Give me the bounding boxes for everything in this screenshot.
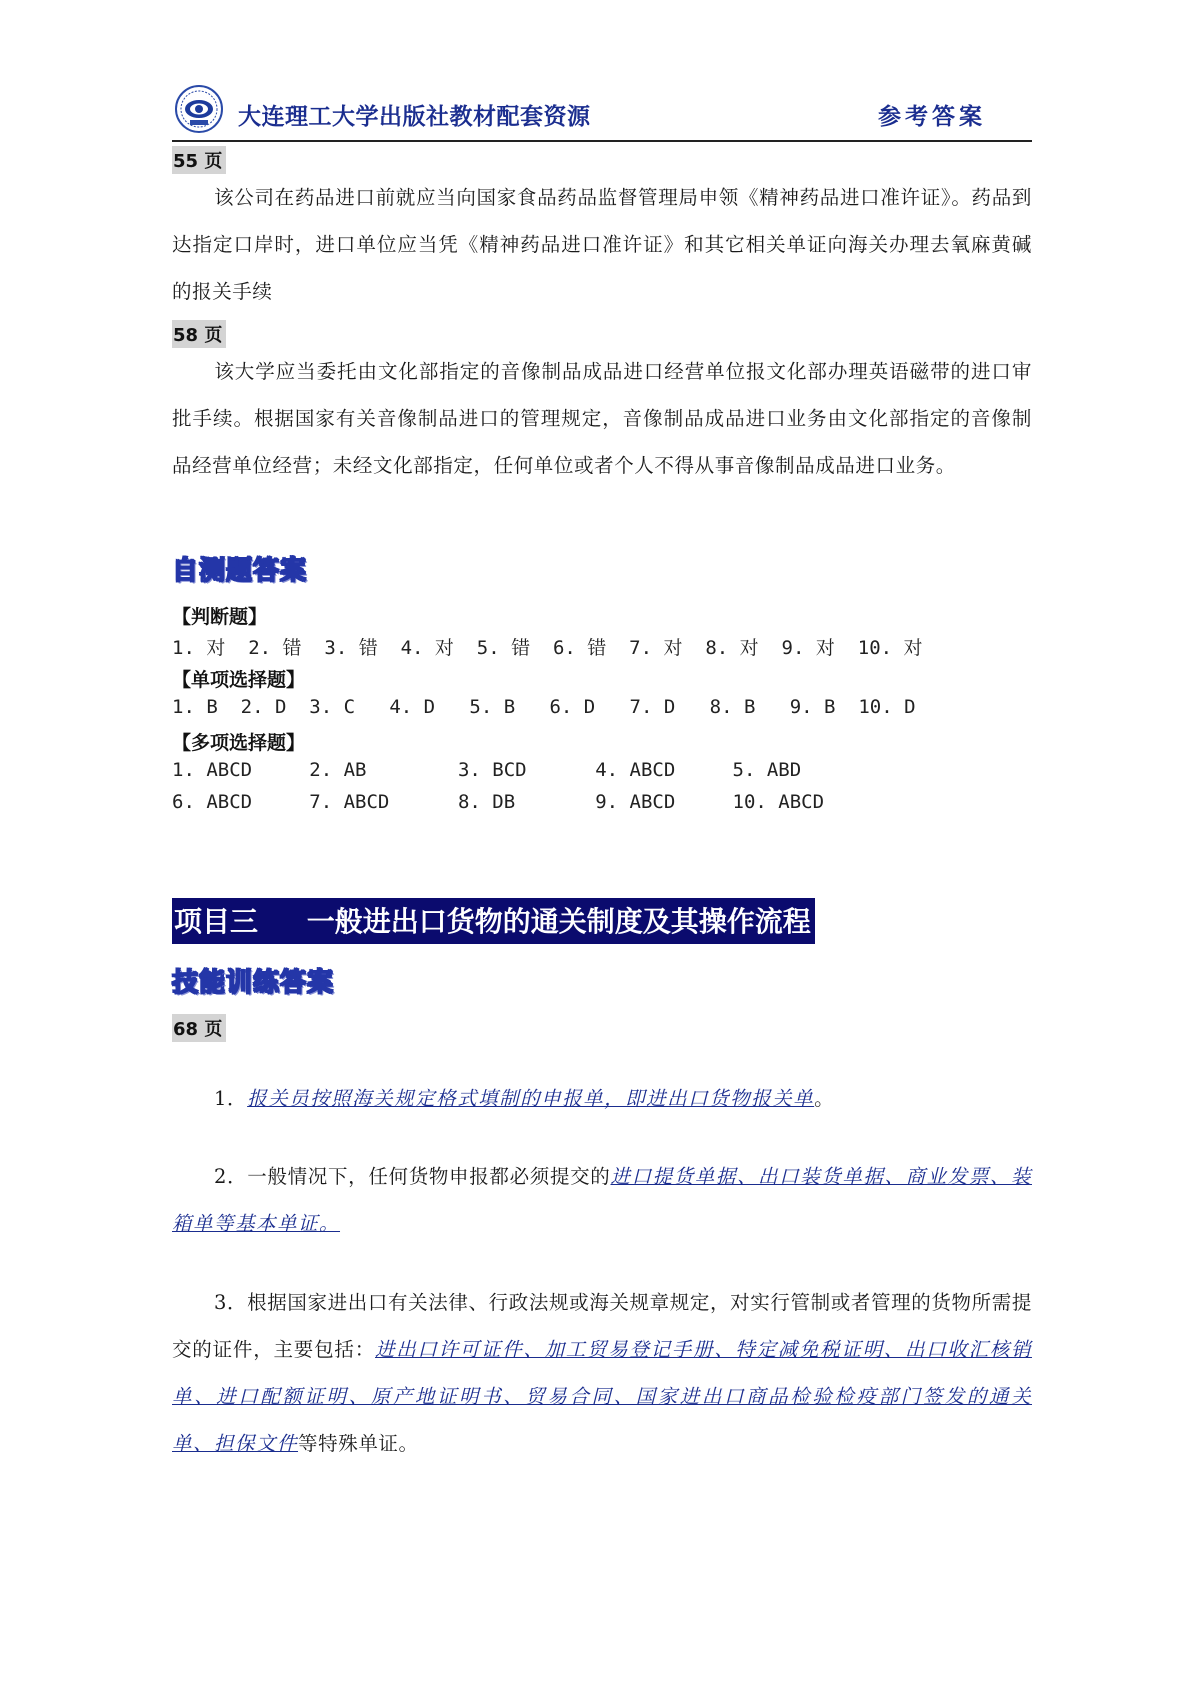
answer-3-tail: 等特殊单证。: [298, 1432, 419, 1455]
answer-paragraph-58: [172, 348, 1032, 489]
self-test-heading: 自测题答案: [172, 556, 308, 586]
skills-answer-2: [172, 1153, 1032, 1247]
answer-text-55: 该公司在药品进口前就应当向国家食品药品监督管理局申领《精神药品进口准许证》。药品到达指定口岸时，进口单位应当凭《精神药品进口准许证》和其它相关单证向海关办理去氧麻黄碱的报关手续: [172, 186, 1032, 303]
page-label-55: 55 页: [172, 146, 226, 174]
answer-1-tail: 。: [814, 1087, 835, 1110]
answer-2-link[interactable]: 进口提货单据、出口装货单据、商业发票、装箱单等基本单证。: [172, 1165, 1032, 1235]
single-choice-title: 【单项选择题】: [172, 669, 306, 691]
reference-answer-tag: 参考答案: [878, 103, 986, 130]
answer-2-number: 2．: [214, 1165, 248, 1188]
publisher-title: 大连理工大学出版社教材配套资源: [238, 104, 591, 130]
answer-paragraph-55: [172, 174, 1032, 315]
skills-answer-1: [172, 1075, 1032, 1122]
project-three-banner: 项目三 一般进出口货物的通关制度及其操作流程: [172, 898, 815, 944]
multi-choice-answers-row2: 6. ABCD 7. ABCD 8. DB 9. ABCD 10. ABCD: [172, 791, 825, 813]
university-press-logo: [174, 84, 224, 134]
answer-3-number: 3．: [214, 1291, 248, 1314]
single-choice-answers: 1. B 2. D 3. C 4. D 5. B 6. D 7. D 8. B 9. B 10. D: [172, 696, 916, 718]
answer-2-text: 一般情况下，任何货物申报都必须提交的: [247, 1165, 611, 1188]
answer-text-58: 该大学应当委托由文化部指定的音像制品成品进口经营单位报文化部办理英语磁带的进口审批手续。根据国家有关音像制品进口的管理规定，音像制品成品进口业务由文化部指定的音像制品经营单位经营；未经文化部指定，任何单位或者个人不得从事音像制品成品进口业务。: [172, 360, 1032, 477]
answer-1-number: 1．: [214, 1087, 248, 1110]
page-header: [172, 84, 1032, 142]
skills-answer-3: [172, 1279, 1032, 1467]
judge-answers: 1. 对 2. 错 3. 错 4. 对 5. 错 6. 错 7. 对 8. 对 9. 对 10. 对: [172, 637, 923, 659]
skills-training-heading: 技能训练答案: [172, 968, 335, 998]
answer-3-link[interactable]: 进出口许可证件、加工贸易登记手册、特定减免税证明、出口收汇核销单、进口配额证明、原产地证明书、贸易合同、国家进出口商品检验检疫部门签发的通关单、担保文件: [172, 1338, 1032, 1455]
page-label-68: 68 页: [172, 1014, 226, 1042]
multi-choice-title: 【多项选择题】: [172, 732, 306, 754]
answer-3-text: 根据国家进出口有关法律、行政法规或海关规章规定，对实行管制或者管理的货物所需提交的证件，主要包括：: [172, 1291, 1032, 1361]
page-label-58: 58 页: [172, 320, 226, 348]
multi-choice-answers-row1: 1. ABCD 2. AB 3. BCD 4. ABCD 5. ABD: [172, 759, 802, 781]
judge-title: 【判断题】: [172, 606, 268, 628]
answer-1-link[interactable]: 报关员按照海关规定格式填制的申报单，即进出口货物报关单: [247, 1087, 815, 1110]
